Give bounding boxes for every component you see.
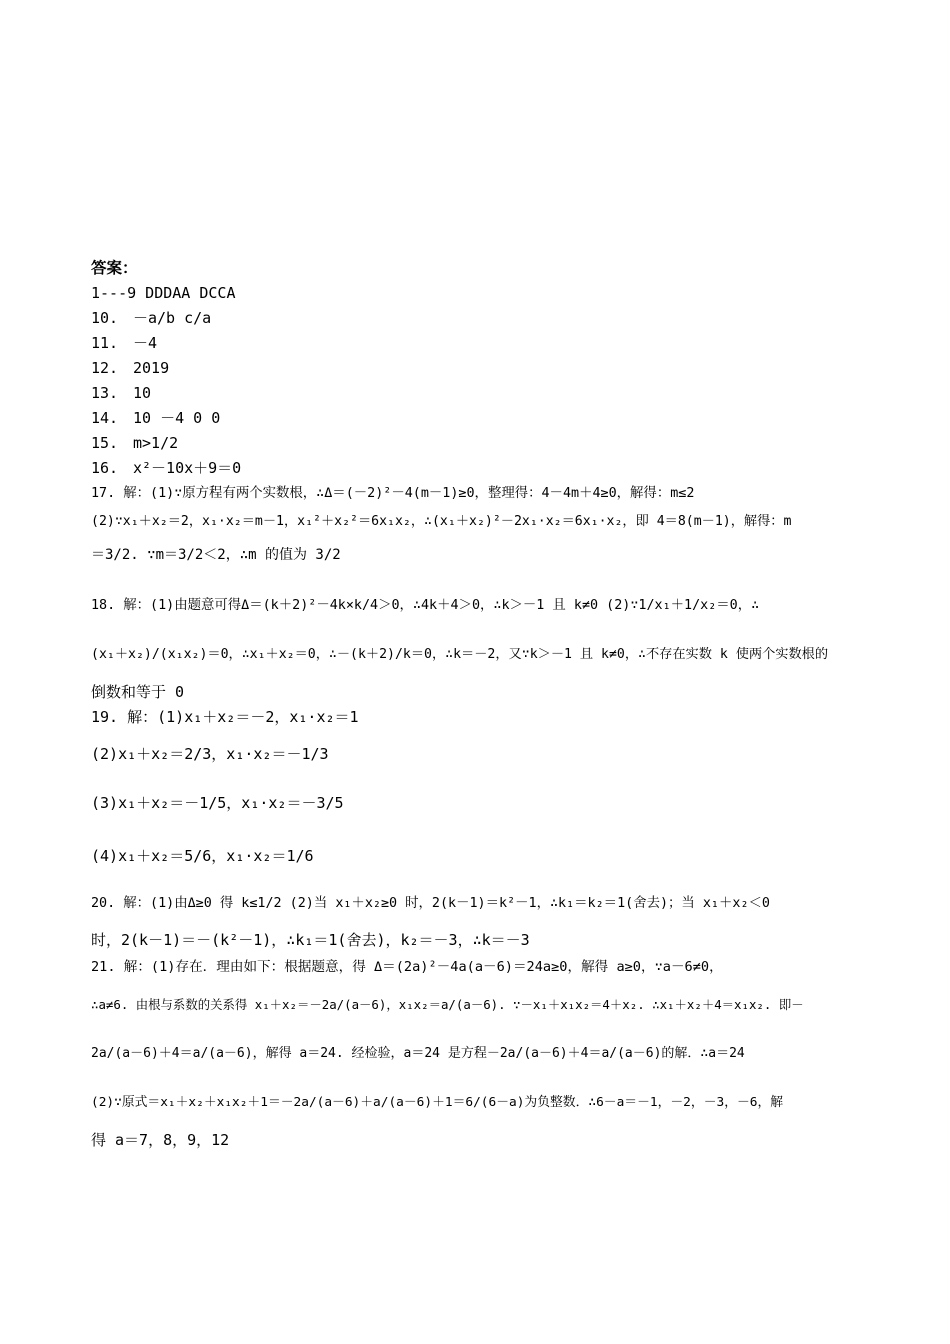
answer-number: 10. bbox=[91, 309, 119, 327]
q20-line-1: 20. 解：(1)由Δ≥0 得 k≤1/2 (2)当 x₁＋x₂≥0 时，2(k－1)＝k²－1，∴k₁＝k₂＝1(舍去)；当 x₁＋x₂＜0 bbox=[91, 896, 770, 911]
q19-line-1: 19. 解：(1)x₁＋x₂＝－2，x₁·x₂＝1 bbox=[91, 708, 359, 726]
answer-title: 答案： bbox=[91, 259, 138, 277]
q21-line-5: 得 a＝7，8，9，12 bbox=[91, 1131, 230, 1149]
q19-line-4: (4)x₁＋x₂＝5/6，x₁·x₂＝1/6 bbox=[91, 847, 314, 865]
answer-number: 16. bbox=[91, 459, 119, 477]
q18-line-1: 18. 解：(1)由题意可得Δ＝(k＋2)²－4k×k/4＞0，∴4k＋4＞0，∴k＞－1 且 k≠0 (2)∵1/x₁＋1/x₂＝0，∴ bbox=[91, 598, 760, 613]
answer-text: －4 bbox=[133, 334, 158, 352]
q19-line-2: (2)x₁＋x₂＝2/3，x₁·x₂＝－1/3 bbox=[91, 745, 329, 763]
answer-text: 10 －4 0 0 bbox=[133, 409, 221, 427]
answer-11 bbox=[91, 333, 157, 353]
answer-text: 10 bbox=[133, 384, 152, 402]
answer-number: 11. bbox=[91, 334, 119, 352]
answer-text: 2019 bbox=[133, 359, 170, 377]
q17-line-3: ＝3/2. ∵m＝3/2＜2，∴m 的值为 3/2 bbox=[91, 547, 341, 563]
answer-text: m>1/2 bbox=[133, 434, 179, 452]
q20-line-2: 时，2(k－1)＝－(k²－1)，∴k₁＝1(舍去)，k₂＝－3，∴k＝－3 bbox=[91, 931, 530, 949]
q17-line-1: 17. 解：(1)∵原方程有两个实数根，∴Δ＝(－2)²－4(m－1)≥0，整理得：4－4m＋4≥0，解得：m≤2 bbox=[91, 486, 695, 501]
q21-line-1: 21. 解：(1)存在．理由如下：根据题意，得 Δ＝(2a)²－4a(a－6)＝24a≥0，解得 a≥0，∵a－6≠0， bbox=[91, 959, 723, 975]
q18-line-2: (x₁＋x₂)/(x₁x₂)＝0，∴x₁＋x₂＝0，∴－(k＋2)/k＝0，∴k＝－2，又∵k＞－1 且 k≠0，∴不存在实数 k 使两个实数根的 bbox=[91, 647, 829, 662]
q19-line-3: (3)x₁＋x₂＝－1/5，x₁·x₂＝－3/5 bbox=[91, 794, 344, 812]
answer-15 bbox=[91, 433, 178, 453]
q21-line-4: (2)∵原式＝x₁＋x₂＋x₁x₂＋1＝－2a/(a－6)＋a/(a－6)＋1＝6/(6－a)为负整数．∴6－a＝－1，－2，－3，－6，解 bbox=[91, 1095, 784, 1110]
q21-line-3: 2a/(a－6)＋4＝a/(a－6)，解得 a＝24. 经检验，a＝24 是方程－2a/(a－6)＋4＝a/(a－6)的解．∴a＝24 bbox=[91, 1046, 745, 1061]
answer-10 bbox=[91, 308, 211, 328]
answer-number: 15. bbox=[91, 434, 119, 452]
answer-number: 13. bbox=[91, 384, 119, 402]
answer-12 bbox=[91, 358, 169, 378]
answer-14 bbox=[91, 408, 220, 428]
q17-line-2: (2)∵x₁＋x₂＝2，x₁·x₂＝m－1，x₁²＋x₂²＝6x₁x₂，∴(x₁＋x₂)²－2x₁·x₂＝6x₁·x₂，即 4＝8(m－1)，解得：m bbox=[91, 514, 792, 529]
answer-16 bbox=[91, 458, 241, 478]
answer-number: 12. bbox=[91, 359, 119, 377]
answer-13 bbox=[91, 383, 151, 403]
answer-1-9: 1---9 DDDAA DCCA bbox=[91, 284, 236, 302]
answer-number: 14. bbox=[91, 409, 119, 427]
q18-line-3: 倒数和等于 0 bbox=[91, 683, 185, 701]
q21-line-2: ∴a≠6. 由根与系数的关系得 x₁＋x₂＝－2a/(a－6)，x₁x₂＝a/(a－6). ∵－x₁＋x₁x₂＝4＋x₂. ∴x₁＋x₂＋4＝x₁x₂. 即－ bbox=[91, 997, 804, 1012]
answer-text: －a/b c/a bbox=[133, 309, 212, 327]
answer-text: x²－10x＋9＝0 bbox=[133, 459, 242, 477]
